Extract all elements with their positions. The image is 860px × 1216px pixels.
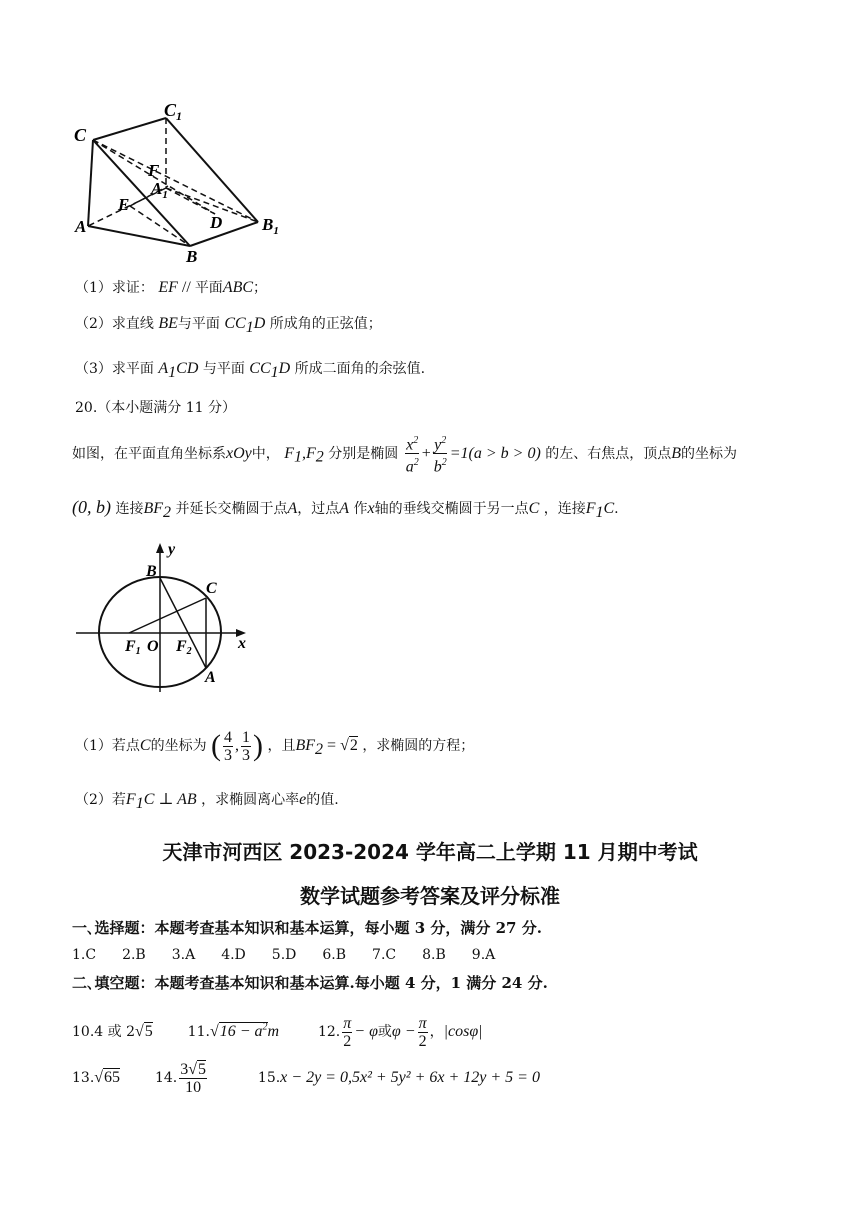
label-F1: F bbox=[125, 638, 136, 655]
answer-subtitle: 数学试题参考答案及评分标准 bbox=[300, 884, 560, 908]
ellipse-figure bbox=[70, 538, 260, 698]
label-F: F bbox=[148, 161, 160, 180]
mc-answer: 1.C bbox=[72, 947, 97, 963]
mc-answer: 3.A bbox=[171, 947, 196, 963]
answer-11: $11.√16 - a^2m$ bbox=[187, 1022, 280, 1041]
answer-title: 天津市河西区 2023-2024 学年高二上学期 11 月期中考试 bbox=[162, 840, 698, 864]
answer-13: 13.√65 bbox=[72, 1069, 121, 1086]
answer-12: 12. $\frac{\pi}{2}$ − φ或φ − $\frac{\pi}{2}$ ，|cosφ| bbox=[317, 1014, 483, 1050]
label-A: A bbox=[205, 669, 216, 686]
q20-sub1: （1）若点C的坐标为 ( $\frac{4}{3}$ , $\frac{1}{3}$ ) ，且$BF_2 = √2$ ，求椭圆的方程； bbox=[75, 728, 475, 764]
fill-answers-row1 bbox=[72, 1010, 483, 1050]
answer-15: 15.x − 2y = 0,5x² + 5y² + 6x + 12y + 5 = 0 bbox=[257, 1069, 540, 1086]
answer-14: 14. $\frac{3√5}{10}$ bbox=[154, 1060, 206, 1096]
q20-sub2: （2）若$F_1C$ ⊥ AB ，求椭圆离心率e的值. bbox=[75, 791, 339, 812]
label-C: C bbox=[74, 125, 87, 145]
label-B: B bbox=[186, 247, 198, 266]
ellipse-x-term: $\frac{x^2}{a^2}$ bbox=[405, 432, 420, 476]
label-B1: B bbox=[262, 215, 274, 234]
q19-part2: （2）求直线 BE与平面 $CC_1D$ 所成角的正弦值； bbox=[75, 315, 382, 336]
fill-answers-row2 bbox=[72, 1058, 540, 1098]
mc-answer: 8.B bbox=[422, 947, 446, 963]
label-B: B bbox=[146, 563, 157, 580]
mc-answer: 5.D bbox=[271, 947, 297, 963]
q19-part1: （1）求证： EF // 平面ABC； bbox=[75, 279, 268, 296]
label-A: A bbox=[75, 217, 87, 236]
label-D: D bbox=[210, 213, 223, 232]
mc-answers bbox=[72, 945, 495, 965]
mc-answer: 6.B bbox=[322, 947, 347, 963]
svg-text:B1: $B_1$ bbox=[262, 215, 279, 237]
q20-header: 20.（本小题满分 11 分） bbox=[75, 400, 236, 416]
answer-10: 10.4 或 2√5 bbox=[72, 1023, 153, 1041]
label-C: C bbox=[206, 580, 217, 597]
svg-text:F2: F2 bbox=[176, 638, 192, 657]
svg-text:A1: $A_1$ bbox=[151, 179, 168, 201]
mc-answer: 4.D bbox=[221, 947, 246, 963]
section-1-heading: 一､选择题：本题考查基本知识和基本运算，每小题 3 分，满分 27 分. bbox=[72, 919, 542, 937]
label-x: x bbox=[238, 635, 246, 652]
prism-figure bbox=[70, 98, 290, 266]
mc-answer: 9.A bbox=[471, 947, 496, 963]
q19-part3: （3）求平面 $A_1CD$ 与平面 $CC_1D$ 所成二面角的余弦值. bbox=[75, 360, 426, 381]
label-C1: C bbox=[164, 100, 177, 120]
q20-line1: 如图，在平面直角坐标系xOy中， $F_1,F_2$ 分别是椭圆 $\frac{x^2}{a^2}$ + $\frac{y^2}{b^2}$ =1(a > b > 0) 的左、右焦点，顶点B的坐标为 bbox=[72, 432, 788, 476]
label-E: E bbox=[118, 195, 130, 214]
section-2-heading: 二､填空题：本题考查基本知识和基本运算.每小题 4 分，1 满分 24 分. bbox=[72, 974, 548, 992]
svg-text:C1: $C_1$ bbox=[164, 100, 183, 123]
mc-answer: 7.C bbox=[372, 947, 397, 963]
q20-line2: (0, b) 连接$BF_2$ 并延长交椭圆于点A，过点A 作x轴的垂线交椭圆于另一点C ，连接$F_1C$. bbox=[72, 497, 619, 521]
label-O: O bbox=[147, 638, 159, 655]
label-A1: A bbox=[151, 179, 163, 198]
label-y: y bbox=[168, 541, 176, 558]
ellipse-y-term: $\frac{y^2}{b^2}$ bbox=[433, 432, 448, 476]
svg-text:F1: F1 bbox=[125, 638, 141, 657]
mc-answer: 2.B bbox=[122, 947, 146, 963]
label-F2: F bbox=[176, 638, 187, 655]
